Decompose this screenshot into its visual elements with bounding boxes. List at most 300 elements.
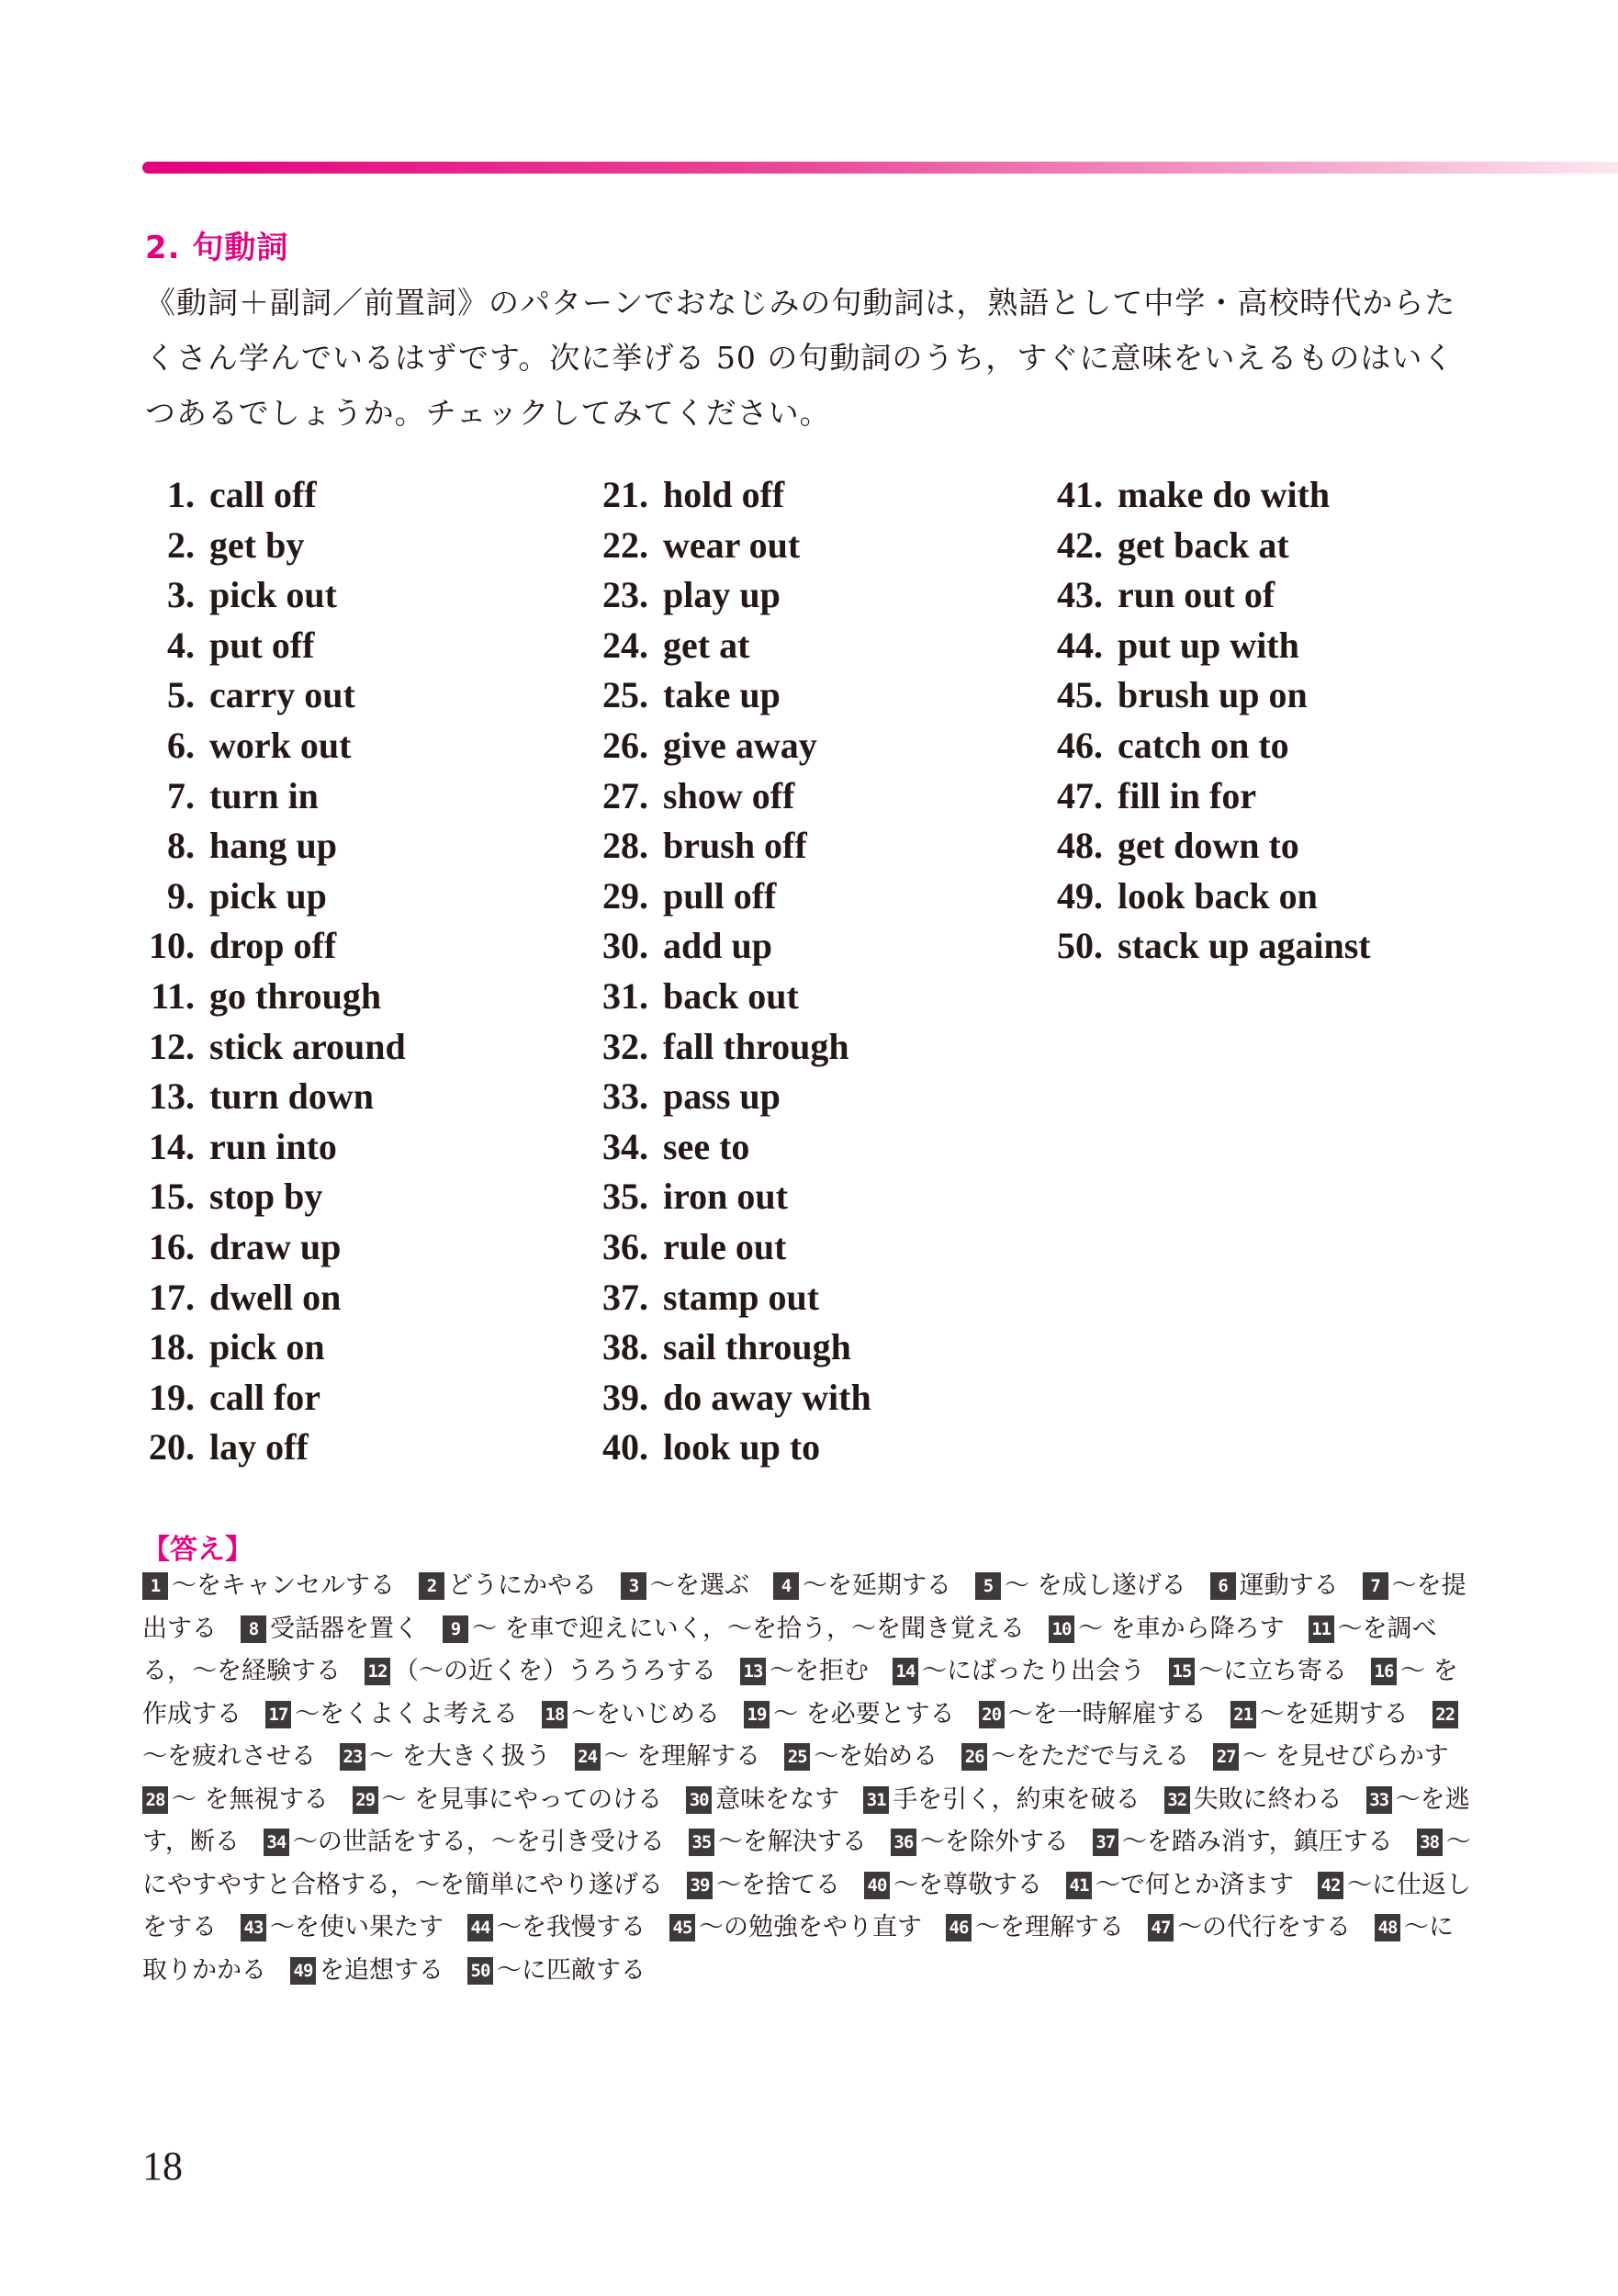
- item-phrase: get at: [663, 624, 750, 666]
- item-number: 42.: [1057, 523, 1103, 566]
- list-item: [119, 570, 597, 621]
- answer-item: [863, 1785, 1140, 1814]
- item-phrase: stick around: [209, 1025, 406, 1067]
- answer-item: [686, 1785, 839, 1814]
- item-number: 34.: [602, 1125, 648, 1167]
- answer-number-badge: 48: [1375, 1914, 1400, 1941]
- item-number: 6.: [167, 724, 195, 766]
- answer-item: [946, 1913, 1124, 1941]
- answer-item: [142, 1785, 329, 1814]
- answer-number-badge: 14: [893, 1658, 918, 1685]
- answer-item: [689, 1828, 867, 1856]
- answer-text: を追想する: [320, 1955, 444, 1985]
- item-phrase: get back at: [1118, 523, 1289, 566]
- item-number: 24.: [602, 624, 648, 666]
- answer-item: [1049, 1615, 1285, 1643]
- answer-number-badge: 41: [1066, 1872, 1092, 1899]
- answer-text: ～に匹敵する: [497, 1955, 646, 1985]
- answer-item: [1230, 1700, 1409, 1728]
- list-item: [119, 872, 597, 922]
- answer-number-badge: 7: [1363, 1572, 1388, 1600]
- item-number: 29.: [602, 874, 648, 917]
- item-phrase: make do with: [1118, 474, 1331, 515]
- answer-text: ～ を理解する: [603, 1742, 761, 1771]
- list-item: [575, 521, 1052, 571]
- item-number: 44.: [1057, 624, 1103, 666]
- answer-text: ～をいじめる: [571, 1699, 720, 1728]
- item-phrase: stop by: [209, 1176, 323, 1218]
- list-item: [119, 921, 597, 972]
- answer-number-badge: 17: [265, 1701, 291, 1728]
- item-number: 33.: [602, 1075, 648, 1118]
- answer-item: [443, 1615, 1025, 1643]
- answer-number-badge: 16: [1371, 1658, 1397, 1685]
- item-number: 8.: [167, 825, 195, 867]
- item-phrase: turn down: [209, 1075, 374, 1118]
- answer-item: [893, 1657, 1145, 1685]
- answer-number-badge: 46: [946, 1914, 972, 1941]
- answer-number-badge: 18: [542, 1701, 567, 1728]
- list-item: [575, 921, 1052, 972]
- item-phrase: fall through: [663, 1025, 849, 1067]
- item-phrase: iron out: [663, 1176, 788, 1218]
- item-number: 40.: [602, 1426, 648, 1469]
- list-item: [575, 570, 1052, 621]
- list-item: [575, 1172, 1052, 1222]
- answer-number-badge: 13: [740, 1658, 766, 1685]
- answer-text: ～を拒む: [770, 1657, 869, 1685]
- answer-number-badge: 21: [1230, 1701, 1256, 1728]
- answer-number-badge: 1: [142, 1572, 168, 1600]
- answer-item: [773, 1571, 951, 1600]
- item-phrase: run out of: [1118, 574, 1275, 616]
- list-item: [575, 670, 1052, 721]
- item-phrase: sail through: [663, 1326, 851, 1368]
- phrase-column-1: [119, 470, 597, 1473]
- answers-block: [142, 1565, 1474, 1992]
- item-phrase: drop off: [209, 925, 337, 967]
- list-item: [575, 470, 1052, 521]
- item-phrase: put off: [209, 624, 315, 666]
- item-number: 15.: [149, 1176, 195, 1218]
- item-phrase: show off: [663, 774, 795, 816]
- item-number: 20.: [149, 1426, 195, 1469]
- answer-item: [264, 1828, 665, 1856]
- item-number: 12.: [149, 1025, 195, 1067]
- answer-text: ～ を見せびらかす: [1242, 1742, 1449, 1771]
- answer-text: 受話器を置く: [270, 1614, 419, 1643]
- list-item: [119, 1122, 597, 1173]
- item-phrase: stack up against: [1118, 925, 1371, 967]
- answer-number-badge: 50: [467, 1957, 493, 1985]
- answer-text: ～で何とか済ます: [1096, 1870, 1294, 1899]
- answer-number-badge: 38: [1417, 1829, 1443, 1856]
- answer-text: ～ を車から降ろす: [1078, 1614, 1285, 1643]
- answer-item: [419, 1571, 597, 1600]
- list-item: [119, 670, 597, 721]
- answer-text: ～を除外する: [919, 1828, 1069, 1856]
- item-phrase: get down to: [1118, 825, 1299, 867]
- answer-item: [979, 1700, 1207, 1728]
- item-number: 32.: [602, 1025, 648, 1067]
- answer-number-badge: 4: [773, 1572, 799, 1600]
- answer-item: [1164, 1785, 1343, 1814]
- item-number: 25.: [602, 674, 648, 716]
- answer-text: ～を尊敬する: [893, 1870, 1042, 1899]
- item-phrase: hold off: [663, 474, 785, 515]
- answer-item: [784, 1742, 938, 1771]
- item-phrase: give away: [663, 724, 817, 766]
- item-number: 27.: [602, 774, 648, 816]
- item-number: 11.: [151, 974, 195, 1017]
- answer-number-badge: 49: [290, 1957, 316, 1985]
- answer-number-badge: 19: [744, 1701, 770, 1728]
- answer-text: ～ を車で迎えにいく，～を拾う，～を聞き覚える: [472, 1614, 1026, 1643]
- answer-item: [961, 1742, 1189, 1771]
- item-number: 9.: [167, 874, 195, 917]
- answer-number-badge: 6: [1210, 1572, 1236, 1600]
- answer-number-badge: 8: [241, 1615, 266, 1643]
- item-number: 5.: [167, 674, 195, 716]
- answer-text: ～を提出する: [142, 1571, 1466, 1643]
- item-number: 50.: [1057, 925, 1103, 967]
- answer-number-badge: 28: [142, 1786, 168, 1814]
- item-number: 45.: [1057, 674, 1103, 716]
- item-phrase: stamp out: [663, 1276, 820, 1318]
- answer-text: ～の代行をする: [1177, 1913, 1351, 1941]
- answer-text: ～を捨てる: [716, 1870, 840, 1899]
- list-item: [1029, 621, 1507, 671]
- item-number: 38.: [602, 1326, 648, 1368]
- answer-number-badge: 20: [979, 1701, 1005, 1728]
- phrase-column-2: [575, 470, 1052, 1473]
- answer-item: [467, 1913, 646, 1941]
- item-number: 39.: [602, 1376, 648, 1418]
- list-item: [119, 1373, 597, 1424]
- item-number: 46.: [1057, 724, 1103, 766]
- list-item: [1029, 521, 1507, 571]
- item-phrase: see to: [663, 1125, 750, 1167]
- answer-number-badge: 43: [241, 1914, 266, 1941]
- item-phrase: hang up: [209, 825, 337, 867]
- item-phrase: brush up on: [1118, 674, 1308, 716]
- answer-text: ～を延期する: [803, 1571, 951, 1600]
- answer-number-badge: 42: [1318, 1872, 1343, 1899]
- answer-number-badge: 22: [1433, 1701, 1458, 1728]
- answer-number-badge: 31: [863, 1786, 889, 1814]
- header-rule: [142, 162, 1618, 174]
- answer-number-badge: 25: [784, 1743, 810, 1771]
- item-number: 16.: [149, 1225, 195, 1267]
- item-number: 49.: [1057, 874, 1103, 917]
- answer-text: どうにかやる: [448, 1571, 597, 1600]
- answer-item: [687, 1871, 840, 1899]
- answer-text: ～の勉強をやり直す: [699, 1913, 922, 1941]
- item-phrase: pick up: [209, 874, 327, 917]
- item-phrase: run into: [209, 1125, 337, 1167]
- answer-text: ～を疲れさせる: [142, 1742, 316, 1771]
- answer-number-badge: 9: [443, 1615, 468, 1643]
- list-item: [119, 721, 597, 771]
- item-phrase: catch on to: [1118, 724, 1289, 766]
- list-item: [575, 821, 1052, 872]
- item-number: 13.: [149, 1075, 195, 1118]
- item-phrase: dwell on: [209, 1276, 342, 1318]
- list-item: [575, 1072, 1052, 1122]
- item-number: 26.: [602, 724, 648, 766]
- list-item: [1029, 470, 1507, 521]
- item-phrase: call off: [209, 474, 317, 515]
- answer-number-badge: 39: [687, 1872, 713, 1899]
- intro-line: つあるでしょうか。チェックしてみてください。: [145, 395, 831, 431]
- answer-item: [744, 1700, 955, 1728]
- item-number: 31.: [602, 974, 648, 1017]
- intro-line: くさん学んでいるはずです。次に挙げる 50 の句動詞のうち，すぐに意味をいえるものはいく: [145, 340, 1455, 376]
- answer-item: [1213, 1742, 1449, 1771]
- answer-number-badge: 33: [1366, 1786, 1392, 1814]
- item-phrase: brush off: [663, 825, 807, 867]
- item-phrase: add up: [663, 925, 772, 967]
- list-item: [575, 721, 1052, 771]
- item-number: 41.: [1057, 474, 1103, 515]
- item-number: 22.: [602, 523, 648, 566]
- answer-number-badge: 11: [1309, 1615, 1334, 1643]
- answer-number-badge: 26: [961, 1743, 987, 1771]
- item-phrase: pick out: [209, 574, 337, 616]
- answer-text: ～を理解する: [975, 1913, 1124, 1941]
- list-item: [1029, 670, 1507, 721]
- answer-text: ～を我慢する: [497, 1913, 646, 1941]
- item-phrase: pick on: [209, 1326, 325, 1368]
- item-phrase: go through: [209, 974, 382, 1017]
- item-phrase: look up to: [663, 1426, 821, 1469]
- item-phrase: take up: [663, 674, 781, 716]
- item-number: 37.: [602, 1276, 648, 1318]
- answer-item: [1066, 1871, 1294, 1899]
- item-number: 48.: [1057, 825, 1103, 867]
- answer-number-badge: 40: [864, 1872, 890, 1899]
- list-item: [575, 1222, 1052, 1273]
- item-phrase: pass up: [663, 1075, 781, 1118]
- list-item: [119, 1322, 597, 1373]
- answer-item: [1093, 1828, 1393, 1856]
- answer-text: ～を一時解雇する: [1007, 1699, 1207, 1728]
- item-phrase: put up with: [1118, 624, 1299, 666]
- intro-paragraph: [145, 276, 1458, 441]
- item-phrase: fill in for: [1118, 774, 1257, 816]
- list-item: [1029, 570, 1507, 621]
- answer-text: 失敗に終わる: [1193, 1784, 1343, 1814]
- answer-text: ～をくよくよ考える: [295, 1699, 518, 1728]
- answer-number-badge: 24: [575, 1743, 601, 1771]
- answer-item: [621, 1571, 749, 1600]
- answer-number-badge: 23: [340, 1743, 365, 1771]
- item-phrase: carry out: [209, 674, 355, 716]
- answer-text: ～を始める: [814, 1742, 938, 1771]
- item-number: 18.: [149, 1326, 195, 1368]
- answer-number-badge: 37: [1093, 1829, 1118, 1856]
- answer-item: [1148, 1913, 1351, 1941]
- answer-number-badge: 2: [419, 1572, 444, 1600]
- item-number: 30.: [602, 925, 648, 967]
- list-item: [119, 1172, 597, 1222]
- intro-line: 《動詞＋副詞／前置詞》のパターンでおなじみの句動詞は，熟語として中学・高校時代からた: [145, 285, 1456, 321]
- answers-title: 【答え】: [142, 1534, 253, 1566]
- answer-item: [365, 1657, 716, 1685]
- list-item: [119, 1072, 597, 1122]
- answer-text: 手を引く，約束を破る: [893, 1784, 1140, 1814]
- item-number: 28.: [602, 825, 648, 867]
- answer-text: ～を踏み消す，鎮圧する: [1121, 1828, 1393, 1856]
- item-number: 1.: [167, 474, 195, 515]
- answer-number-badge: 44: [467, 1914, 493, 1941]
- item-number: 14.: [149, 1125, 195, 1167]
- answer-text: ～の世話をする，～を引き受ける: [292, 1828, 665, 1856]
- list-item: [119, 521, 597, 571]
- item-phrase: back out: [663, 974, 799, 1017]
- answer-item: [265, 1700, 518, 1728]
- answer-item: [575, 1742, 761, 1771]
- section-title: 2. 句動詞: [145, 230, 289, 266]
- list-item: [575, 771, 1052, 822]
- list-item: [575, 1322, 1052, 1373]
- item-number: 36.: [602, 1225, 648, 1267]
- answer-text: ～ を必要とする: [773, 1699, 955, 1728]
- answer-item: [740, 1657, 869, 1685]
- list-item: [575, 872, 1052, 922]
- list-item: [575, 1273, 1052, 1323]
- answer-item: [467, 1956, 646, 1985]
- answer-item: [353, 1785, 663, 1814]
- answer-text: ～を調べる，～を経験する: [142, 1614, 1437, 1685]
- item-number: 2.: [167, 523, 195, 566]
- answer-number-badge: 15: [1169, 1658, 1195, 1685]
- phrase-column-3: [1029, 470, 1507, 972]
- item-number: 7.: [167, 774, 195, 816]
- answer-item: [864, 1871, 1042, 1899]
- answer-item: [669, 1913, 922, 1941]
- item-phrase: turn in: [209, 774, 319, 816]
- item-phrase: play up: [663, 574, 781, 616]
- answer-item: [241, 1913, 444, 1941]
- list-item: [575, 1373, 1052, 1424]
- list-item: [119, 972, 597, 1022]
- answer-text: ～を選ぶ: [650, 1571, 749, 1600]
- answer-text: ～に取りかかる: [142, 1913, 1454, 1985]
- answer-text: ～をただで与える: [991, 1742, 1190, 1771]
- answer-text: ～ を作成する: [142, 1657, 1458, 1728]
- answer-number-badge: 27: [1213, 1743, 1239, 1771]
- item-number: 3.: [167, 574, 195, 616]
- item-phrase: wear out: [663, 523, 801, 566]
- list-item: [1029, 821, 1507, 872]
- list-item: [119, 771, 597, 822]
- item-phrase: get by: [209, 523, 305, 566]
- answer-item: [241, 1615, 419, 1643]
- item-phrase: work out: [209, 724, 352, 766]
- answer-number-badge: 29: [353, 1786, 378, 1814]
- answer-number-badge: 10: [1049, 1615, 1074, 1643]
- item-number: 21.: [602, 474, 648, 515]
- answer-text: ～にばったり出会う: [922, 1657, 1145, 1685]
- list-item: [1029, 921, 1507, 972]
- answer-text: ～にやすやすと合格する，～を簡単にやり遂げる: [142, 1828, 1471, 1899]
- answer-item: [542, 1700, 720, 1728]
- answer-item: [1169, 1657, 1347, 1685]
- answer-number-badge: 47: [1148, 1914, 1174, 1941]
- answer-text: ～ を大きく扱う: [369, 1742, 551, 1771]
- answer-item: [340, 1742, 551, 1771]
- answer-text: ～をキャンセルする: [172, 1571, 395, 1600]
- item-phrase: do away with: [663, 1376, 871, 1418]
- item-phrase: rule out: [663, 1225, 787, 1267]
- item-phrase: pull off: [663, 874, 777, 917]
- list-item: [119, 821, 597, 872]
- answer-text: ～を逃す，断る: [142, 1784, 1470, 1856]
- item-number: 43.: [1057, 574, 1103, 616]
- item-phrase: lay off: [209, 1426, 309, 1469]
- answer-number-badge: 12: [365, 1658, 390, 1685]
- list-item: [119, 1273, 597, 1323]
- answer-text: ～ を成し遂げる: [1005, 1571, 1186, 1600]
- answer-item: [891, 1828, 1069, 1856]
- answer-text: ～を解決する: [717, 1828, 867, 1856]
- answer-text: ～ を無視する: [172, 1784, 329, 1814]
- answer-text: ～ を見事にやってのける: [381, 1784, 663, 1814]
- list-item: [575, 621, 1052, 671]
- list-item: [575, 1122, 1052, 1173]
- item-number: 10.: [149, 925, 195, 967]
- answer-text: ～に立ち寄る: [1198, 1657, 1347, 1685]
- page-number: 18: [142, 2144, 183, 2189]
- list-item: [119, 1423, 597, 1473]
- list-item: [575, 972, 1052, 1022]
- list-item: [119, 470, 597, 521]
- answer-number-badge: 5: [975, 1572, 1001, 1600]
- answer-text: ～を延期する: [1259, 1699, 1409, 1728]
- item-number: 19.: [149, 1376, 195, 1418]
- list-item: [119, 621, 597, 671]
- item-number: 4.: [167, 624, 195, 666]
- answer-number-badge: 34: [264, 1829, 289, 1856]
- item-number: 47.: [1057, 774, 1103, 816]
- item-phrase: look back on: [1118, 874, 1318, 917]
- answer-number-badge: 45: [669, 1914, 695, 1941]
- list-item: [575, 1423, 1052, 1473]
- item-number: 35.: [602, 1176, 648, 1218]
- list-item: [119, 1222, 597, 1273]
- answer-number-badge: 30: [686, 1786, 712, 1814]
- answer-number-badge: 3: [621, 1572, 646, 1600]
- answer-text: ～に仕返しをする: [142, 1870, 1471, 1941]
- answer-text: （～の近くを）うろうろする: [394, 1657, 716, 1685]
- item-number: 23.: [602, 574, 648, 616]
- item-phrase: draw up: [209, 1225, 342, 1267]
- answer-item: [290, 1956, 444, 1985]
- list-item: [1029, 872, 1507, 922]
- item-phrase: call for: [209, 1376, 321, 1418]
- answer-item: [142, 1571, 395, 1600]
- answer-number-badge: 32: [1164, 1786, 1190, 1814]
- list-item: [1029, 721, 1507, 771]
- list-item: [119, 1022, 597, 1073]
- answer-text: ～を使い果たす: [270, 1913, 444, 1941]
- answer-number-badge: 36: [891, 1829, 916, 1856]
- answer-text: 意味をなす: [715, 1784, 840, 1814]
- list-item: [1029, 771, 1507, 822]
- answer-text: 運動する: [1239, 1571, 1339, 1600]
- answer-number-badge: 35: [689, 1829, 714, 1856]
